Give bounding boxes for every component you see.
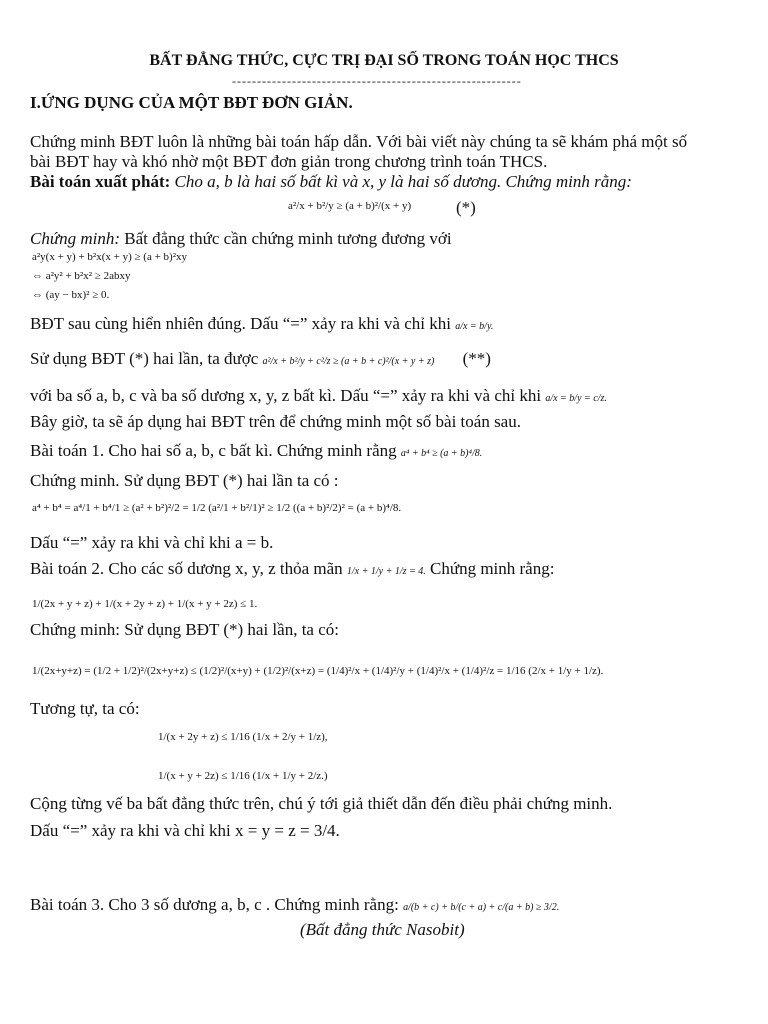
problem-2-equality-line (30, 821, 340, 841)
problem-3-formula: a/(b + c) + b/(c + a) + c/(a + b) ≥ 3/2. (403, 902, 560, 913)
proof-line (30, 229, 452, 249)
similar-line: Tương tự, ta có: (30, 699, 140, 718)
start-problem (30, 172, 632, 192)
proof-step-3: ⇔ (ay − bx)² ≥ 0. (32, 289, 110, 301)
intro-line-1: Chứng minh BĐT luôn là những bài toán hấp dẫn. Với bài viết này chúng ta sẽ khám phá một số (30, 132, 688, 151)
proof-step-2: ⇔ a²y² + b²x² ≥ 2abxy (32, 270, 131, 282)
problem-2-proof-eq: 1/(2x+y+z) = (1/2 + 1/2)²/(2x+y+z) ≤ (1/2)²/(x+y) + (1/2)²/(x+z) = (1/4)²/x + (1/4)²/y + (1/4)²/x + (1/4)²/z = 1/16 (2/x + 1/y + 1/z). (32, 665, 604, 677)
last-bdt-condition: a/x = b/y. (455, 321, 494, 332)
problem-2-statement: Bài toán 2. Cho các số dương x, y, z thỏa mãn (30, 559, 343, 578)
problem-1-proof-eq: a⁴ + b⁴ = a⁴/1 + b⁴/1 ≥ (a² + b²)²/2 = 1/2 (a²/1 + b²/1)² ≥ 1/2 ((a + b)²/2)² = (a + b)⁴/8. (32, 502, 402, 514)
now-apply: Bây giờ, ta sẽ áp dụng hai BĐT trên để chứng minh một số bài toán sau. (30, 412, 521, 431)
three-numbers-line (30, 386, 607, 409)
three-numbers-text: với ba số a, b, c và ba số dương x, y, z bất kì. Dấu “=” xảy ra khi và chỉ khi (30, 386, 542, 405)
proof-label: Chứng minh: (30, 229, 121, 248)
similar-eq-1: 1/(x + 2y + z) ≤ 1/16 (1/x + 2/y + 1/z), (158, 731, 328, 743)
inequality-double: a²/x + b²/y + c²/z ≥ (a + b + c)²/(x + y + z) (262, 356, 435, 367)
problem-1-proof-intro: Chứng minh. Sử dụng BĐT (*) hai lần ta có : (30, 471, 339, 490)
proof-step-1: a²y(x + y) + b²x(x + y) ≥ (a + b)²xy (32, 251, 187, 263)
last-bdt-line (30, 314, 493, 337)
problem-2-condition: 1/x + 1/y + 1/z = 4. (346, 566, 426, 577)
problem-2-proof-intro: Chứng minh: Sử dụng BĐT (*) hai lần, ta có: (30, 620, 339, 639)
problem-1-formula: a⁴ + b⁴ ≥ (a + b)⁴/8. (400, 448, 483, 459)
last-bdt-text: BĐT sau cùng hiển nhiên đúng. Dấu “=” xảy ra khi và chỉ khi (30, 314, 451, 333)
problem-2-target: 1/(2x + y + z) + 1/(x + 2y + z) + 1/(x + y + 2z) ≤ 1. (32, 598, 258, 610)
use-twice-line (30, 349, 491, 372)
problem-2-prove: Chứng minh rằng: (430, 559, 555, 578)
intro-line-2: bài BĐT hay và khó nhờ một BĐT đơn giản trong chương trình toán THCS. (30, 152, 548, 171)
title-divider: ---------------------------------------------------------- (232, 74, 522, 88)
page-title: BẤT ĐẲNG THỨC, CỰC TRỊ ĐẠI SỐ TRONG TOÁN HỌC THCS (149, 52, 619, 69)
use-twice-text: Sử dụng BĐT (*) hai lần, ta được (30, 349, 259, 368)
mark-double: (**) (462, 349, 491, 368)
problem-1-line (30, 441, 482, 464)
problem-1-statement: Bài toán 1. Cho hai số a, b, c bất kì. Chứng minh rằng (30, 441, 397, 460)
similar-eq-2: 1/(x + y + 2z) ≤ 1/16 (1/x + 1/y + 2/z.) (158, 770, 328, 782)
proof-text: Bất đẳng thức cần chứng minh tương đương với (120, 229, 452, 248)
problem-1-equality: Dấu “=” xảy ra khi và chỉ khi a = b. (30, 533, 274, 552)
three-condition: a/x = b/y = c/z. (545, 393, 607, 404)
problem-2-equality-value: 3/4. (313, 821, 340, 840)
problem-2-line (30, 559, 554, 582)
problem-3-line (30, 895, 559, 918)
sum-line: Cộng từng vế ba bất đẳng thức trên, chú ý tới giả thiết dẫn đến điều phải chứng minh. (30, 794, 613, 813)
problem-2-equality: Dấu “=” xảy ra khi và chỉ khi x = y = z = (30, 821, 310, 840)
problem-3-statement: Bài toán 3. Cho 3 số dương a, b, c . Chứng minh rằng: (30, 895, 399, 914)
start-text: Cho a, b là hai số bất kì và x, y là hai số dương. Chứng minh rằng: (170, 172, 632, 191)
mark-star: (*) (456, 198, 476, 217)
start-label: Bài toán xuất phát: (30, 172, 171, 191)
inequality-star: a²/x + b²/y ≥ (a + b)²/(x + y) (288, 200, 412, 212)
section-heading: I.ỨNG DỤNG CỦA MỘT BĐT ĐƠN GIẢN. (30, 93, 353, 112)
nesbitt-note: (Bất đẳng thức Nasobit) (300, 920, 465, 939)
